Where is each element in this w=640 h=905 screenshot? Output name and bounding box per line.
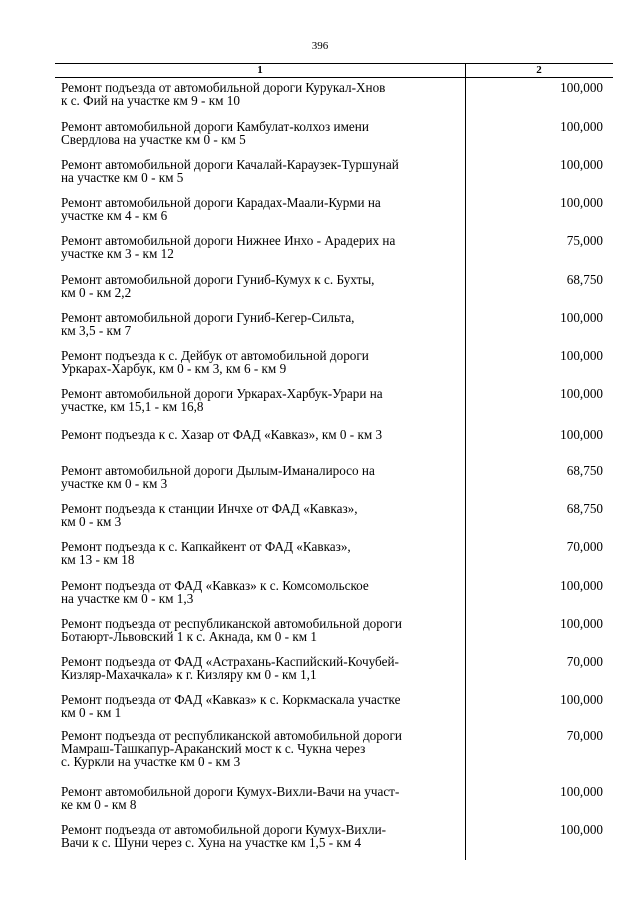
description-line: Ремонт автомобильной дороги Нижнее Инхо - Арадерих на bbox=[61, 233, 396, 248]
row-description bbox=[61, 540, 459, 566]
table-row bbox=[55, 579, 613, 613]
row-description bbox=[61, 502, 459, 528]
row-description bbox=[61, 311, 459, 337]
row-description bbox=[61, 387, 459, 413]
description-line: участке, км 15,1 - км 16,8 bbox=[61, 399, 204, 414]
description-line: км 13 - км 18 bbox=[61, 552, 135, 567]
description-line: Ремонт автомобильной дороги Кумух-Вихли-Вачи на участ- bbox=[61, 784, 400, 799]
table-row bbox=[55, 785, 613, 819]
description-line: км 0 - км 1 bbox=[61, 705, 122, 720]
description-line: Ремонт подъезда от автомобильной дороги Курукал-Хнов bbox=[61, 80, 386, 95]
table-header bbox=[55, 63, 613, 78]
description-line: Вачи к с. Шуни через с. Хуна на участке км 1,5 - км 4 bbox=[61, 835, 362, 850]
table-row bbox=[55, 428, 613, 462]
row-amount: 100,000 bbox=[560, 386, 603, 401]
description-line: на участке км 0 - км 1,3 bbox=[61, 591, 194, 606]
row-amount: 100,000 bbox=[560, 784, 603, 799]
table-row bbox=[55, 655, 613, 689]
row-description bbox=[61, 785, 459, 811]
table-row bbox=[55, 823, 613, 857]
description-line: км 0 - км 2,2 bbox=[61, 285, 132, 300]
table-row bbox=[55, 120, 613, 154]
description-line: Ремонт подъезда к с. Капкайкент от ФАД «Кавказ», bbox=[61, 539, 351, 554]
description-line: участке км 4 - км 6 bbox=[61, 208, 168, 223]
row-description bbox=[61, 234, 459, 260]
row-description bbox=[61, 823, 459, 849]
row-amount: 100,000 bbox=[560, 348, 603, 363]
row-description bbox=[61, 655, 459, 681]
row-description bbox=[61, 464, 459, 490]
description-line: участке км 3 - км 12 bbox=[61, 246, 174, 261]
table-row bbox=[55, 540, 613, 574]
description-line: Ремонт подъезда от автомобильной дороги Кумух-Вихли- bbox=[61, 822, 387, 837]
row-description bbox=[61, 273, 459, 299]
table-row bbox=[55, 311, 613, 345]
row-amount: 100,000 bbox=[560, 578, 603, 593]
description-line: Кизляр-Махачкала» к г. Кизляру км 0 - км 1,1 bbox=[61, 667, 317, 682]
row-description bbox=[61, 349, 459, 375]
description-line: Ремонт автомобильной дороги Гуниб-Кегер-Сильта, bbox=[61, 310, 355, 325]
row-amount: 70,000 bbox=[566, 728, 603, 743]
description-line: Ремонт подъезда от ФАД «Астрахань-Каспийский-Кочубей- bbox=[61, 654, 399, 669]
row-amount: 100,000 bbox=[560, 195, 603, 210]
table-row bbox=[55, 81, 613, 115]
row-amount: 68,750 bbox=[566, 272, 603, 287]
row-amount: 75,000 bbox=[566, 233, 603, 248]
row-amount: 100,000 bbox=[560, 119, 603, 134]
table-row bbox=[55, 502, 613, 536]
row-description bbox=[61, 81, 459, 107]
row-amount: 70,000 bbox=[566, 539, 603, 554]
description-line: с. Куркли на участке км 0 - км 3 bbox=[61, 754, 241, 769]
row-amount: 100,000 bbox=[560, 80, 603, 95]
description-line: Ремонт автомобильной дороги Уркарах-Харбук-Урари на bbox=[61, 386, 383, 401]
row-description bbox=[61, 579, 459, 605]
row-description bbox=[61, 196, 459, 222]
row-amount: 68,750 bbox=[566, 463, 603, 478]
row-amount: 100,000 bbox=[560, 822, 603, 837]
description-line: Ремонт подъезда к станции Инчхе от ФАД «Кавказ», bbox=[61, 501, 358, 516]
description-line: км 3,5 - км 7 bbox=[61, 323, 132, 338]
row-amount: 100,000 bbox=[560, 157, 603, 172]
table-row bbox=[55, 158, 613, 192]
description-line: Ремонт подъезда от ФАД «Кавказ» к с. Комсомольское bbox=[61, 578, 369, 593]
row-amount: 100,000 bbox=[560, 427, 603, 442]
row-description bbox=[61, 428, 459, 441]
description-line: Ремонт подъезда от республиканской автомобильной дороги bbox=[61, 728, 402, 743]
table-row bbox=[55, 273, 613, 307]
description-line: Ремонт подъезда от республиканской автомобильной дороги bbox=[61, 616, 402, 631]
description-line: Ремонт автомобильной дороги Камбулат-колхоз имени bbox=[61, 119, 369, 134]
table-row bbox=[55, 728, 613, 769]
row-description bbox=[61, 729, 459, 768]
description-line: Ремонт автомобильной дороги Качалай-Караузек-Туршунай bbox=[61, 157, 399, 172]
row-description bbox=[61, 693, 459, 719]
table-row bbox=[55, 617, 613, 651]
description-line: на участке км 0 - км 5 bbox=[61, 170, 184, 185]
row-description bbox=[61, 617, 459, 643]
table-row bbox=[55, 464, 613, 498]
row-amount: 68,750 bbox=[566, 501, 603, 516]
table-row bbox=[55, 387, 613, 421]
row-description bbox=[61, 158, 459, 184]
description-line: ке км 0 - км 8 bbox=[61, 797, 137, 812]
description-line: Ремонт подъезда от ФАД «Кавказ» к с. Коркмаскала участке bbox=[61, 692, 401, 707]
description-line: Ремонт подъезда к с. Хазар от ФАД «Кавказ», км 0 - км 3 bbox=[61, 427, 383, 442]
budget-table bbox=[55, 63, 613, 850]
row-description bbox=[61, 120, 459, 146]
description-line: км 0 - км 3 bbox=[61, 514, 122, 529]
description-line: Свердлова на участке км 0 - км 5 bbox=[61, 132, 246, 147]
table-row bbox=[55, 349, 613, 383]
row-amount: 100,000 bbox=[560, 310, 603, 325]
row-amount: 70,000 bbox=[566, 654, 603, 669]
page-number: 396 bbox=[311, 40, 329, 52]
description-line: Уркарах-Харбук, км 0 - км 3, км 6 - км 9 bbox=[61, 361, 287, 376]
description-line: к с. Фий на участке км 9 - км 10 bbox=[61, 93, 240, 108]
description-line: Ботаюрт-Львовский 1 к с. Акнада, км 0 - км 1 bbox=[61, 629, 318, 644]
description-line: Ремонт автомобильной дороги Дылым-Иманалиросо на bbox=[61, 463, 375, 478]
description-line: участке км 0 - км 3 bbox=[61, 476, 168, 491]
table-row bbox=[55, 693, 613, 727]
row-amount: 100,000 bbox=[560, 692, 603, 707]
description-line: Мамраш-Ташкапур-Араканский мост к с. Чукна через bbox=[61, 741, 366, 756]
description-line: Ремонт подъезда к с. Дейбук от автомобильной дороги bbox=[61, 348, 369, 363]
table-row bbox=[55, 196, 613, 230]
table-row bbox=[55, 234, 613, 268]
description-line: Ремонт автомобильной дороги Карадах-Маали-Курми на bbox=[61, 195, 381, 210]
description-line: Ремонт автомобильной дороги Гуниб-Кумух к с. Бухты, bbox=[61, 272, 375, 287]
column-2-header: 2 bbox=[536, 64, 542, 76]
column-1-header: 1 bbox=[257, 64, 263, 76]
row-amount: 100,000 bbox=[560, 616, 603, 631]
